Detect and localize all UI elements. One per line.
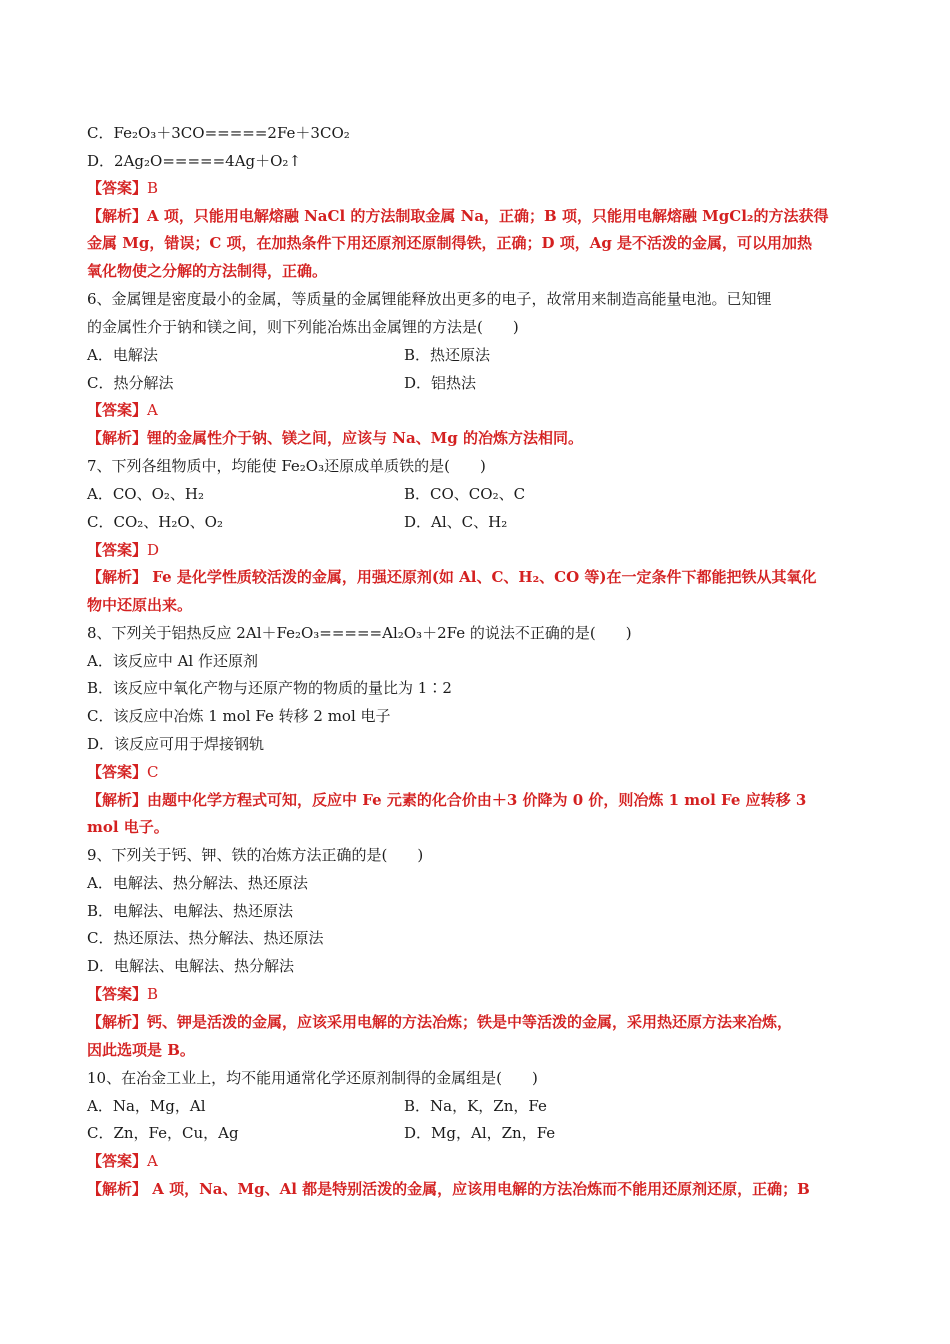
q8-option-b: B．该反应中氧化产物与还原产物的物质的量比为 1∶2 — [87, 679, 452, 697]
q8-stem-line-1: 8、下列关于铝热反应 2Al＋Fe₂O₃=====Al₂O₃＋2Fe 的说法不正确的是( ) — [87, 624, 632, 642]
q5-explanation-line-1 — [87, 206, 828, 226]
q6-stem-line-2: 的金属性介于钠和镁之间，则下列能冶炼出金属锂的方法是( ) — [87, 318, 519, 336]
q7-explanation-line-1 — [87, 567, 817, 587]
q7-option-a: A．CO、O₂、H₂ — [87, 485, 205, 503]
q8-explanation-line-2: mol 电子。 — [87, 818, 169, 836]
q6-stem-line-1: 6、金属锂是密度最小的金属，等质量的金属锂能释放出更多的电子，故常用来制造高能量电池。已知锂 — [87, 290, 772, 308]
q10-explanation-line-1 — [87, 1179, 810, 1199]
q10-answer — [87, 1151, 158, 1171]
explanation-tag: 【解析】 — [87, 1013, 148, 1031]
answer-value: C — [147, 763, 159, 781]
explanation-text: 由题中化学方程式可知，反应中 Fe 元素的化合价由＋3 价降为 0 价，则冶炼 1 mol Fe 应转移 3 — [147, 791, 807, 809]
q5-answer — [87, 178, 158, 198]
explanation-tag: 【解析】 — [87, 1180, 148, 1198]
q9-stem-line-1: 9、下列关于钙、钾、铁的冶炼方法正确的是( ) — [87, 846, 424, 864]
answer-tag: 【答案】 — [87, 179, 148, 197]
q10-stem-line-1: 10、在冶金工业上，均不能用通常化学还原剂制得的金属组是( ) — [87, 1069, 538, 1087]
answer-tag: 【答案】 — [87, 401, 148, 419]
answer-value: B — [147, 179, 159, 197]
q8-explanation-line-1 — [87, 790, 806, 810]
q5-explanation-line-2: 金属 Mg，错误；C 项，在加热条件下用还原剂还原制得铁，正确；D 项，Ag 是不活泼的金属，可以用加热 — [87, 234, 813, 252]
q5-option-c: C．Fe₂O₃＋3CO=====2Fe＋3CO₂ — [87, 124, 350, 142]
q9-option-c: C．热还原法、热分解法、热还原法 — [87, 929, 324, 947]
q10-option-a: A．Na，Mg，Al — [87, 1097, 206, 1115]
explanation-text: A 项，Na、Mg、Al 都是特别活泼的金属，应该用电解的方法冶炼而不能用还原剂还原，正确；B — [147, 1180, 810, 1198]
q9-option-b: B．电解法、电解法、热还原法 — [87, 902, 294, 920]
answer-tag: 【答案】 — [87, 763, 148, 781]
answer-value: A — [147, 401, 158, 419]
q8-option-d: D．该反应可用于焊接钢轨 — [87, 735, 265, 753]
explanation-text: Fe 是化学性质较活泼的金属，用强还原剂(如 Al、C、H₂、CO 等)在一定条件下都能把铁从其氧化 — [147, 568, 817, 586]
q8-option-a: A．该反应中 Al 作还原剂 — [87, 652, 258, 670]
answer-value: B — [147, 985, 159, 1003]
q8-answer — [87, 762, 159, 782]
q7-option-d: D．Al、C、H₂ — [404, 513, 508, 531]
q6-option-b: B．热还原法 — [404, 346, 491, 364]
q10-option-d: D．Mg，Al，Zn，Fe — [404, 1124, 556, 1142]
q6-explanation-line-1 — [87, 428, 583, 448]
q6-option-a: A．电解法 — [87, 346, 158, 364]
q10-option-c: C．Zn，Fe，Cu，Ag — [87, 1124, 239, 1142]
q9-option-a: A．电解法、热分解法、热还原法 — [87, 874, 308, 892]
answer-value: A — [147, 1152, 158, 1170]
q9-explanation-line-2: 因此选项是 B。 — [87, 1041, 195, 1059]
answer-tag: 【答案】 — [87, 541, 148, 559]
q5-option-d: D．2Ag₂O=====4Ag＋O₂↑ — [87, 152, 302, 170]
q6-option-d: D．铝热法 — [404, 374, 477, 392]
q6-answer — [87, 400, 158, 420]
q10-option-b: B．Na，K，Zn，Fe — [404, 1097, 547, 1115]
q7-option-b: B．CO、CO₂、C — [404, 485, 526, 503]
q7-explanation-line-2: 物中还原出来。 — [87, 596, 193, 614]
q7-answer — [87, 540, 159, 560]
q9-explanation-line-1 — [87, 1012, 792, 1032]
q5-explanation-line-3: 氧化物使之分解的方法制得，正确。 — [87, 262, 328, 280]
explanation-text: 锂的金属性介于钠、镁之间，应该与 Na、Mg 的冶炼方法相同。 — [147, 429, 583, 447]
explanation-tag: 【解析】 — [87, 791, 148, 809]
answer-value: D — [147, 541, 160, 559]
explanation-tag: 【解析】 — [87, 429, 148, 447]
explanation-tag: 【解析】 — [87, 207, 148, 225]
q8-option-c: C．该反应中冶炼 1 mol Fe 转移 2 mol 电子 — [87, 707, 391, 725]
q9-option-d: D．电解法、电解法、热分解法 — [87, 957, 295, 975]
answer-tag: 【答案】 — [87, 1152, 148, 1170]
q6-option-c: C．热分解法 — [87, 374, 174, 392]
explanation-text: 钙、钾是活泼的金属，应该采用电解的方法冶炼；铁是中等活泼的金属，采用热还原方法来冶炼， — [147, 1013, 793, 1031]
q7-stem-line-1: 7、下列各组物质中，均能使 Fe₂O₃还原成单质铁的是( ) — [87, 457, 486, 475]
q9-answer — [87, 984, 158, 1004]
explanation-text: A 项，只能用电解熔融 NaCl 的方法制取金属 Na，正确；B 项，只能用电解熔融 MgCl₂的方法获得 — [147, 207, 829, 225]
answer-tag: 【答案】 — [87, 985, 148, 1003]
q7-option-c: C．CO₂、H₂O、O₂ — [87, 513, 223, 531]
explanation-tag: 【解析】 — [87, 568, 148, 586]
